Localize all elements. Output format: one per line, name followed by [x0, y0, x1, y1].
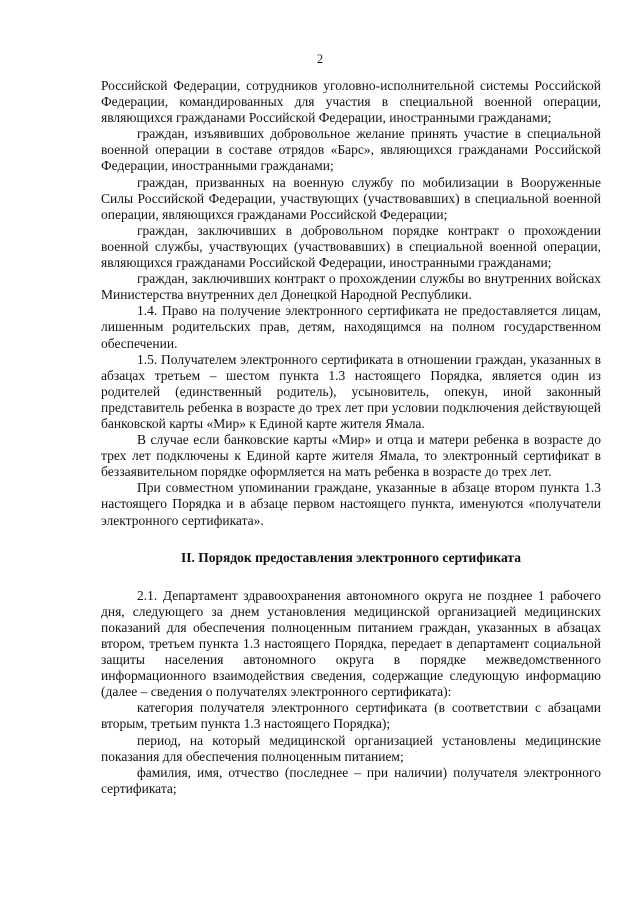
paragraphs-bottom	[101, 588, 601, 797]
paragraph: 1.4. Право на получение электронного сертификата не предоставляется лицам, лишенным родительских прав, детям, находящимся на полном государственном обеспечении.	[101, 303, 601, 351]
paragraph: граждан, изъявивших добровольное желание принять участие в специальной военной операции в составе отрядов «Барс», являющихся гражданами Российской Федерации, иностранными гражданами;	[101, 126, 601, 174]
paragraph: категория получателя электронного сертификата (в соответствии с абзацами вторым, третьим пункта 1.3 настоящего Порядка);	[101, 700, 601, 732]
paragraph: При совместном упоминании граждане, указанные в абзаце втором пункта 1.3 настоящего Порядка и в абзаце первом настоящего пункта, именуются «получатели электронного сертификата».	[101, 480, 601, 528]
paragraph: фамилия, имя, отчество (последнее – при наличии) получателя электронного сертификата;	[101, 764, 601, 796]
paragraph: граждан, призванных на военную службу по мобилизации в Вооруженные Силы Российской Федерации, участвующих (участвовавших) в специальной военной операции, являющихся гражданами Российской Федерации;	[101, 174, 601, 222]
paragraphs-top	[101, 78, 601, 529]
paragraph: Российской Федерации, сотрудников уголовно-исполнительной системы Российской Федерации, командированных для участия в специальной военной операции, являющихся гражданами Российской Федерации, иностранными гражданами;	[101, 78, 601, 126]
paragraph: период, на который медицинской организацией установлены медицинские показания для обеспечения полноценным питанием;	[101, 732, 601, 764]
section-heading: II. Порядок предоставления электронного сертификата	[181, 549, 521, 565]
paragraph: 2.1. Департамент здравоохранения автономного округа не позднее 1 рабочего дня, следующего за днем установления медицинской организацией медицинских показаний для обеспечения полноценным питанием граждан, указанных в абзацах втором, третьем пункта 1.3 настоящего Порядка, передает в департамент социальной защиты населения автономного округа в порядке межведомственного информационного взаимодействия сведения, содержащие следующую информацию (далее – сведения о получателях электронного сертификата):	[101, 587, 601, 700]
paragraph: граждан, заключивших контракт о прохождении службы во внутренних войсках Министерства внутренних дел Донецкой Народной Республики.	[101, 271, 601, 303]
paragraph: граждан, заключивших в добровольном порядке контракт о прохождении военной службы, участвующих (участвовавших) в специальной военной операции, являющихся гражданами Российской Федерации, иностранными гражданами;	[101, 222, 601, 271]
paragraph: В случае если банковские карты «Мир» и отца и матери ребенка в возрасте до трех лет подключены к Единой карте жителя Ямала, то электронный сертификат в беззаявительном порядке оформляется на мать ребенка в возрасте до трех лет.	[101, 432, 601, 480]
document-body	[101, 78, 601, 797]
paragraph: 1.5. Получателем электронного сертификата в отношении граждан, указанных в абзацах третьем – шестом пункта 1.3 настоящего Порядка, является один из родителей (единственный родитель), усыновитель, опекун, иной законный представитель ребенка в возрасте до трех лет при условии подключения действующей банковской карты «Мир» к Единой карте жителя Ямала.	[101, 351, 601, 431]
page-number: 2	[316, 52, 324, 66]
